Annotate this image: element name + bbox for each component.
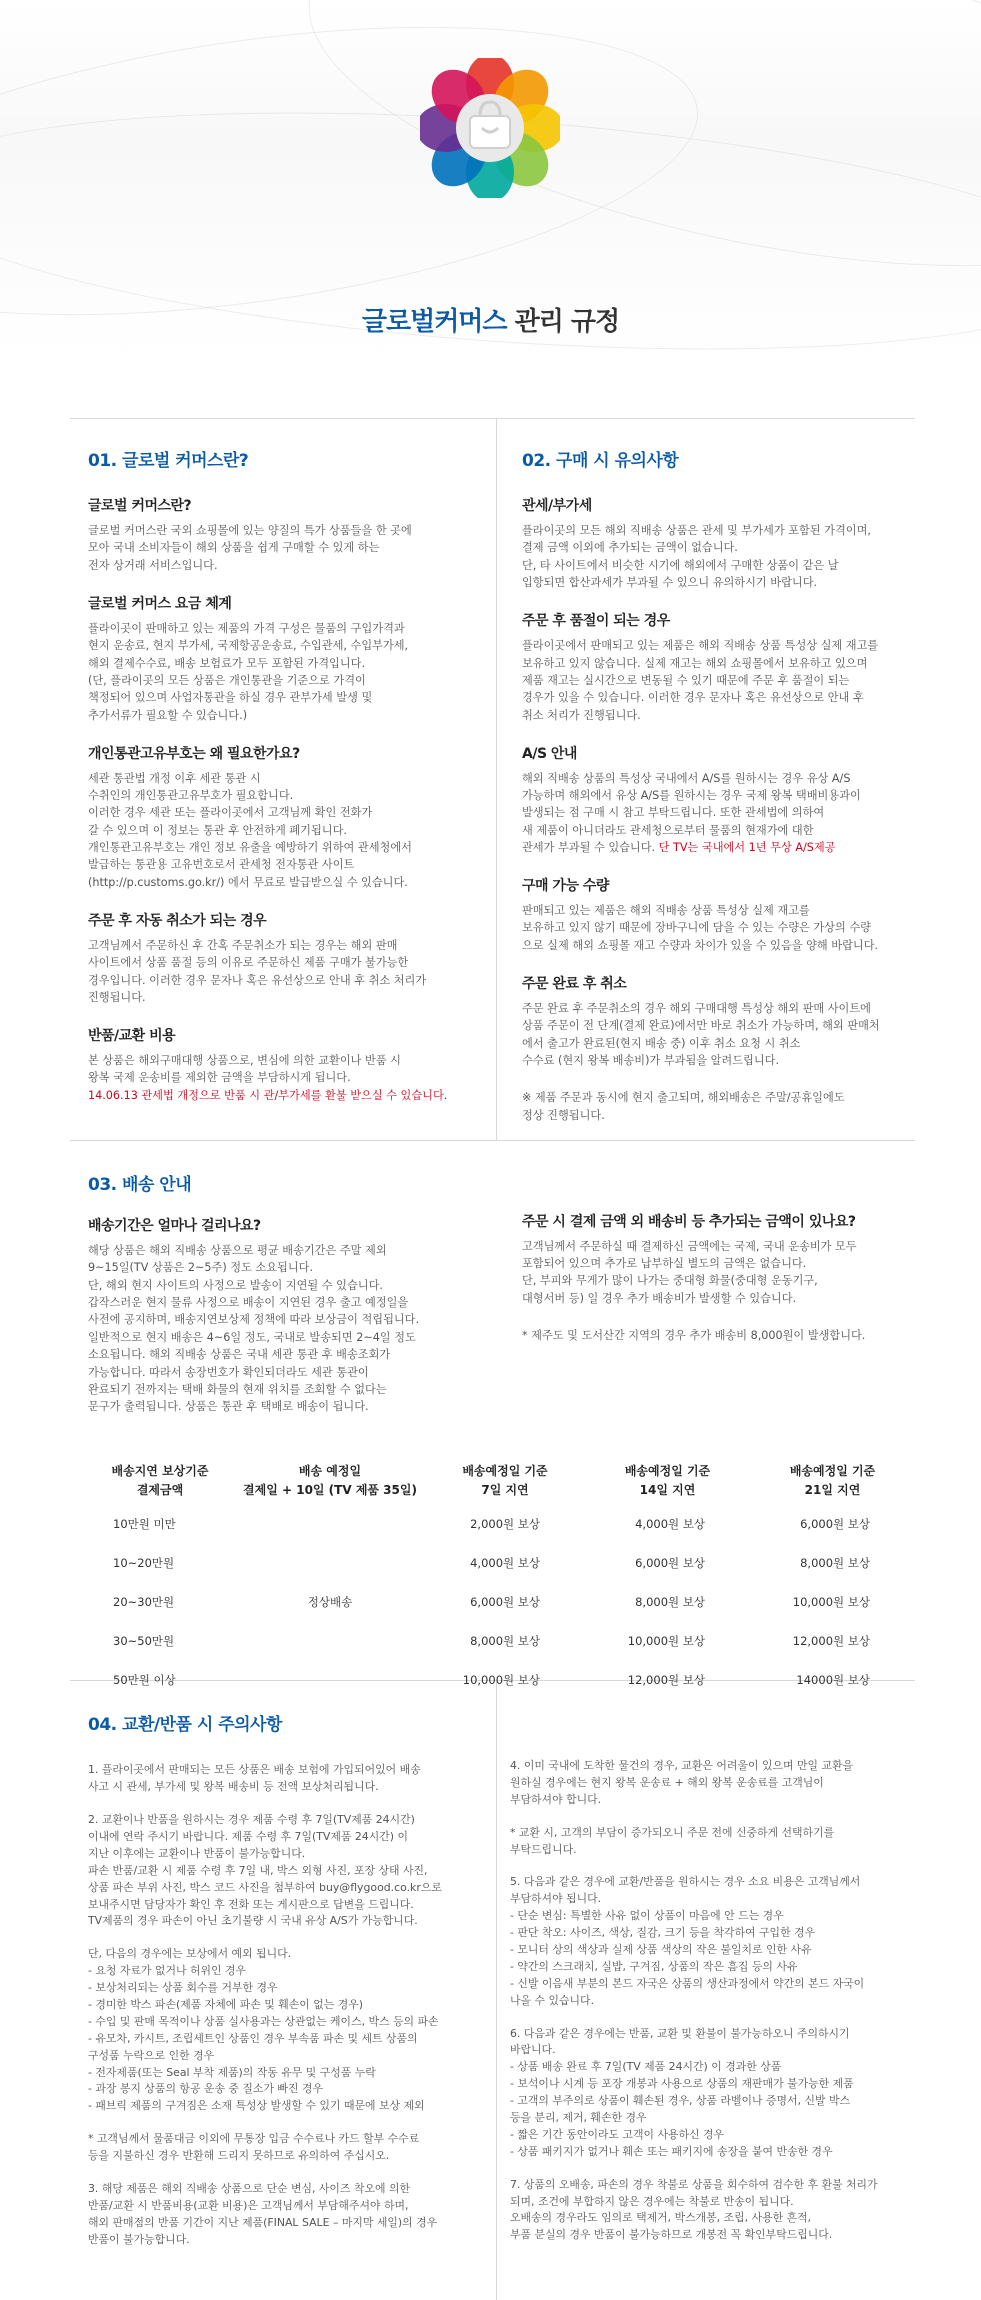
info-block — [522, 744, 942, 856]
table-cell: 6,000원 보상 — [635, 1555, 705, 1570]
column-header: 배송예정일 기준 21일 지연 — [789, 1464, 876, 1497]
table-row — [85, 1622, 915, 1661]
footnote: * 제주도 및 도서산간 지역의 경우 추가 배송비 8,000원이 발생합니다. — [522, 1329, 866, 1343]
shopping-bag-flower-logo-icon — [420, 58, 560, 198]
block-body: 고객님께서 주문하신 후 간혹 주문취소가 되는 경우는 해외 판매 사이트에서 상품 품절 등의 이유로 주문하신 제품 구매가 불가능한 경우입니다. 이러한 경우 문자나 혹은 유선상으로 안내 후 취소 처리가 진행됩니다. — [88, 938, 427, 1004]
info-block — [522, 876, 942, 954]
block-title: 주문 후 자동 취소가 되는 경우 — [88, 913, 267, 930]
column-header: 배송 예정일 결제일 + 10일 (TV 제품 35일) — [243, 1464, 417, 1497]
block-title: 배송기간은 얼마나 걸리나요? — [88, 1218, 261, 1235]
block-body: 본 상품은 해외구매대행 상품으로, 변심에 의한 교환이나 반품 시 왕복 국제 운송비를 제외한 금액을 부담하시게 됩니다. — [88, 1053, 401, 1085]
page-title: 글로벌커머스 관리 규정 — [361, 307, 620, 337]
table-cell: 12,000원 보상 — [627, 1672, 705, 1687]
block-title: A/S 안내 — [522, 745, 577, 762]
table-cell: 10만원 미만 — [113, 1516, 176, 1531]
list-item: * 고객님께서 물품대금 이외에 무통장 입금 수수료나 카드 할부 수수료 등을 지불하신 경우 반환해 드리지 못하므로 유의하여 주십시오. — [88, 2132, 420, 2163]
column-header: 배송지연 보상기준 결제금액 — [111, 1464, 209, 1497]
info-block — [522, 611, 942, 723]
section-heading: 01. 글로벌 커머스란? — [88, 451, 249, 471]
divider — [70, 418, 915, 419]
table-cell: 4,000원 보상 — [470, 1555, 540, 1570]
block-title: 주문 후 품절이 되는 경우 — [522, 613, 670, 630]
list-item: 5. 다음과 같은 경우에 교환/반품을 원하시는 경우 소요 비용은 고객님께서 부담하셔야 됩니다. - 단순 변심: 특별한 사유 없이 상품이 마음에 안 드는 경우 - 판단 착오: 사이즈, 색상, 질감, 크기 등을 착각하여 구입한 경우 - 모니터 상의 색상과 실제 상품 색상의 작은 불일치로 인한 사유 - 약간의 스크래치, 실밥, 구겨짐, 상품의 작은 흠집 등의 사유 - 신발 이음새 부분의 본드 자국은 상품의 생산과정에서 약간의 본드 자국이 나올 수 있습니다. — [510, 1875, 865, 2007]
footnote: ※ 제품 주문과 동시에 현지 출고되며, 해외배송은 주말/공휴일에도 정상 진행됩니다. — [522, 1091, 845, 1122]
table-cell: 10,000원 보상 — [462, 1672, 540, 1687]
table-cell: 10,000원 보상 — [627, 1633, 705, 1648]
block-title: 글로벌 커머스 요금 체계 — [88, 596, 232, 613]
info-block — [88, 496, 488, 574]
info-block — [88, 594, 488, 724]
block-title: 글로벌 커머스란? — [88, 498, 192, 515]
list-item: 7. 상품의 오배송, 파손의 경우 착불로 상품을 회수하여 검수한 후 환불 처리가 되며, 조건에 부합하지 않은 경우에는 착불로 반송이 됩니다. 오배송의 경우라도 임의로 택제거, 박스개봉, 조립, 사용한 흔적, 부품 분실의 경우 반품이 불가능하므로 개봉전 꼭 확인부탁드립니다. — [510, 2177, 878, 2242]
table-cell: 8,000원 보상 — [635, 1594, 705, 1609]
section-exchange-return — [88, 1712, 493, 2265]
table-cell: 2,000원 보상 — [470, 1516, 540, 1531]
info-block — [88, 744, 488, 891]
block-body: 해당 상품은 해외 직배송 상품으로 평균 배송기간은 주말 제외 9~15일(TV 상품은 2~5주) 정도 소요됩니다. 단, 해외 현지 사이트의 사정으로 발송이 지연될 수 있습니다. 갑작스러운 현지 물류 사정으로 배송이 지연된 경우 출고 예정일을 사전에 공지하며, 배송지연보상제 정책에 따라 보상금이 적립됩니다. 일반적으로 현지 배송은 4~6일 정도, 국내로 발송되면 2~4일 정도 소요됩니다. 해외 직배송 상품은 국내 세관 통관 후 배송조회가 가능합니다. 따라서 송장번호가 확인되더라도 세관 통관이 완료되기 전까지는 택배 화물의 현재 위치를 조회할 수 없다는 문구가 출력됩니다. 상품은 통관 후 택배로 배송이 됩니다. — [88, 1244, 420, 1414]
table-cell: 14000원 보상 — [796, 1672, 870, 1687]
table-row — [85, 1505, 915, 1544]
section-heading: 04. 교환/반품 시 주의사항 — [88, 1715, 282, 1735]
table-cell: 8,000원 보상 — [470, 1633, 540, 1648]
divider — [70, 1140, 915, 1141]
block-body: 주문 완료 후 주문취소의 경우 해외 구매대행 특성상 해외 판매 사이트에 상품 주문이 전 단계(결제 완료)에서만 바로 취소가 가능하며, 해외 판매처 에서 출고가 완료된(현지 배송 중) 이후 취소 요청 시 취소 수수료 (현지 왕복 배송비)가 부과됨을 알려드립니다. — [522, 1001, 880, 1067]
table-cell: 10,000원 보상 — [792, 1594, 870, 1609]
block-title: 구매 가능 수량 — [522, 878, 609, 895]
table-row — [85, 1583, 915, 1622]
table-header-row — [85, 1457, 915, 1505]
list-item: 2. 교환이나 반품을 원하시는 경우 제품 수령 후 7일(TV제품 24시간) 이내에 연락 주시기 바랍니다. 제품 수령 후 7일(TV제품 24시간) 이 지난 이후에는 교환이나 반품이 불가능합니다. 파손 반품/교환 시 제품 수령 후 7일 내, 박스 외형 사진, 포장 상태 사진, 상품 파손 부위 사진, 박스 코드 사진을 첨부하여 buy@flygood.co.kr으로 보내주시면 담당자가 확인 후 전화 또는 게시판으로 답변을 드립니다. TV제품의 경우 파손이 아닌 초기불량 시 국내 유상 A/S가 가능합니다. — [88, 1813, 442, 1928]
list-item: 4. 이미 국내에 도착한 물건의 경우, 교환은 어려울이 있으며 만일 교환을 원하실 경우에는 현지 왕복 운송료 + 해외 왕복 운송료를 고객님이 부담하셔야 합니다. — [510, 1759, 854, 1806]
table-cell: 50만원 이상 — [113, 1672, 176, 1687]
notice-red: 단 TV는 국내에서 1년 무상 A/S제공 — [658, 841, 836, 855]
table-cell: 정상배송 — [307, 1594, 353, 1609]
block-body: 세관 통관법 개정 이후 세관 통관 시 수취인의 개인통관고유부호가 필요합니다. 이러한 경우 세관 또는 플라이곳에서 고객님께 확인 전화가 갈 수 있으며 이 정보는 통관 후 안전하게 폐기됩니다. 개인통관고유부호는 개인 정보 유출을 예방하기 위하여 관세청에서 발급하는 통관용 고유번호로서 관세청 전자통관 사이트 (http://p.customs.go.kr/) 에서 무료로 발급받으실 수 있습니다. — [88, 771, 412, 889]
info-block — [522, 496, 942, 591]
table-cell: 8,000원 보상 — [800, 1555, 870, 1570]
block-title: 관세/부가세 — [522, 498, 592, 515]
block-body: 해외 직배송 상품의 특성상 국내에서 A/S를 원하시는 경우 유상 A/S 가능하며 해외에서 유상 A/S를 원하시는 경우 국제 왕복 택배비용과이 발생되는 점 구매 시 참고 부탁드립니다. 또한 관세법에 의하여 새 제품이 아니더라도 관세청으로부터 물품의 현재가에 대한 관세가 부과될 수 있습니다. — [522, 771, 861, 855]
block-body: 플라이곳이 판매하고 있는 제품의 가격 구성은 물품의 구입가격과 현지 운송료, 현지 부가세, 국제항공운송료, 수입관세, 수입부가세, 해외 결제수수료, 배송 보험료가 모두 포함된 가격입니다. (단, 플라이곳의 모든 상품은 개인통관을 기준으로 가격이 책정되어 있으며 사업자통관을 하실 경우 관부가세 발생 및 추가서류가 필요할 수 있습니다.) — [88, 621, 409, 722]
info-block — [88, 1026, 488, 1104]
divider — [496, 1680, 497, 2300]
shipping-compensation-table — [85, 1457, 915, 1700]
block-body: 플라이곳의 모든 해외 직배송 상품은 관세 및 부가세가 포함된 가격이며, 결제 금액 이외에 추가되는 금액이 없습니다. 단, 타 사이트에서 비슷한 시기에 해외에서 구매한 상품이 같은 날 입항되면 합산과세가 부과될 수 있으니 유의하시기 바랍니다. — [522, 524, 871, 590]
table-row — [85, 1661, 915, 1700]
table-cell: 6,000원 보상 — [470, 1594, 540, 1609]
list-item: 단, 다음의 경우에는 보상에서 예외 됩니다. - 요청 자료가 없거나 허위인 경우 - 보상처리되는 상품 회수를 거부한 경우 - 경미한 박스 파손(제품 자체에 파손 및 훼손이 없는 경우) - 수입 및 판매 목적이나 상품 실사용과는 상관없는 케이스, 박스 등의 파손 - 유모차, 카시트, 조립세트인 상품인 경우 부속품 파손 및 세트 상품의 구성품 누락으로 인한 경우 - 전자제품(또는 Seal 부착 제품)의 작동 유무 및 구성품 누락 - 과장 봉지 상품의 항공 운송 중 질소가 빠진 경우 - 패브릭 제품의 구겨짐은 소재 특성상 발생할 수 있기 때문에 보상 제외 — [88, 1947, 439, 2113]
notice-red: 14.06.13 관세법 개정으로 반품 시 관/부가세를 환불 받으실 수 있습니다. — [88, 1088, 448, 1102]
section-heading: 03. 배송 안내 — [88, 1175, 192, 1195]
block-title: 주문 완료 후 취소 — [522, 976, 627, 993]
shipping-extra-cost — [522, 1212, 952, 1344]
divider — [496, 418, 497, 1140]
block-body: 글로벌 커머스란 국외 쇼핑몰에 있는 양질의 특가 상품들을 한 곳에 모아 국내 소비자들이 해외 상품을 쉽게 구매할 수 있게 하는 전자 상거래 서비스입니다. — [88, 524, 412, 572]
block-body: 판매되고 있는 제품은 해외 직배송 상품 특성상 실제 재고를 보유하고 있지 않기 때문에 장바구니에 담을 수 있는 수량은 가상의 수량 으로 실제 해외 쇼핑몰 재고 수량과 차이가 있을 수 있음을 양해 바랍니다. — [522, 904, 879, 952]
section-shipping — [88, 1172, 508, 1416]
table-cell: 4,000원 보상 — [635, 1516, 705, 1531]
table-cell: 30~50만원 — [113, 1633, 175, 1648]
block-body: 플라이곳에서 판매되고 있는 제품은 해외 직배송 상품 특성상 실제 재고를 보유하고 있지 않습니다. 실제 재고는 해외 쇼핑몰에서 보유하고 있으며 제품 재고는 실시간으로 변동될 수 있기 때문에 주문 후 품절이 되는 경우가 있을 수 있습니다. 이러한 경우 문자나 혹은 유선상으로 안내 후 취소 처리가 진행됩니다. — [522, 639, 879, 722]
section-purchase-notes — [522, 448, 942, 1124]
list-item: 6. 다음과 같은 경우에는 반품, 교환 및 환불이 불가능하오니 주의하시기 바랍니다. - 상품 배송 완료 후 7일(TV 제품 24시간) 이 경과한 상품 - 보석이나 시계 등 포장 개봉과 사용으로 상품의 재판매가 불가능한 제품 - 고객의 부주의로 상품이 훼손된 경우, 상품 라벨이나 증명서, 신발 박스 등을 분리, 제거, 훼손한 경우 - 짧은 기간 동안이라도 고객이 사용하신 경우 - 상품 패키지가 없거나 훼손 또는 패키지에 송장을 붙여 반송한 경우 — [510, 2026, 854, 2158]
table-cell: 12,000원 보상 — [792, 1633, 870, 1648]
table-cell: 10~20만원 — [113, 1555, 175, 1570]
table-cell: 20~30만원 — [113, 1594, 175, 1609]
block-title: 주문 시 결제 금액 외 배송비 등 추가되는 금액이 있나요? — [522, 1214, 856, 1230]
column-header: 배송예정일 기준 14일 지연 — [624, 1464, 711, 1497]
table-cell: 6,000원 보상 — [800, 1516, 870, 1531]
block-title: 반품/교환 비용 — [88, 1028, 176, 1045]
list-item: 1. 플라이곳에서 판매되는 모든 상품은 배송 보험에 가입되어있어 배송 사고 시 관세, 부가세 및 왕복 배송비 등 전액 보상처리됩니다. — [88, 1763, 421, 1794]
section-global-commerce — [88, 448, 488, 1124]
column-header: 배송예정일 기준 7일 지연 — [462, 1464, 548, 1497]
block-title: 개인통관고유부호는 왜 필요한가요? — [88, 745, 300, 762]
list-item: * 교환 시, 고객의 부담이 증가되오니 주문 전에 신중하게 선택하기를 부탁드립니다. — [510, 1825, 835, 1856]
section-exchange-return-right — [510, 1758, 950, 2260]
table-row — [85, 1544, 915, 1583]
list-item: 3. 해당 제품은 해외 직배송 상품으로 단순 변심, 사이즈 착오에 의한 반품/교환 시 반품비용(교환 비용)은 고객님께서 부담해주셔야 하며, 해외 판매점의 반품 기간이 지난 제품(FINAL SALE – 마지막 세일)의 경우 반품이 불가능합니다. — [88, 2182, 438, 2246]
block-body: 고객님께서 주문하실 때 결제하신 금액에는 국제, 국내 운송비가 모두 포함되어 있으며 추가로 납부하실 별도의 금액은 없습니다. 단, 부피와 무게가 많이 나가는 중대형 화물(중대형 운동기구, 대형서버 등) 일 경우 추가 배송비가 발생할 수 있습니다. — [522, 1239, 857, 1305]
hero-banner — [0, 0, 981, 360]
info-block — [522, 974, 942, 1069]
info-block — [88, 911, 488, 1006]
section-heading: 02. 구매 시 유의사항 — [522, 451, 679, 471]
